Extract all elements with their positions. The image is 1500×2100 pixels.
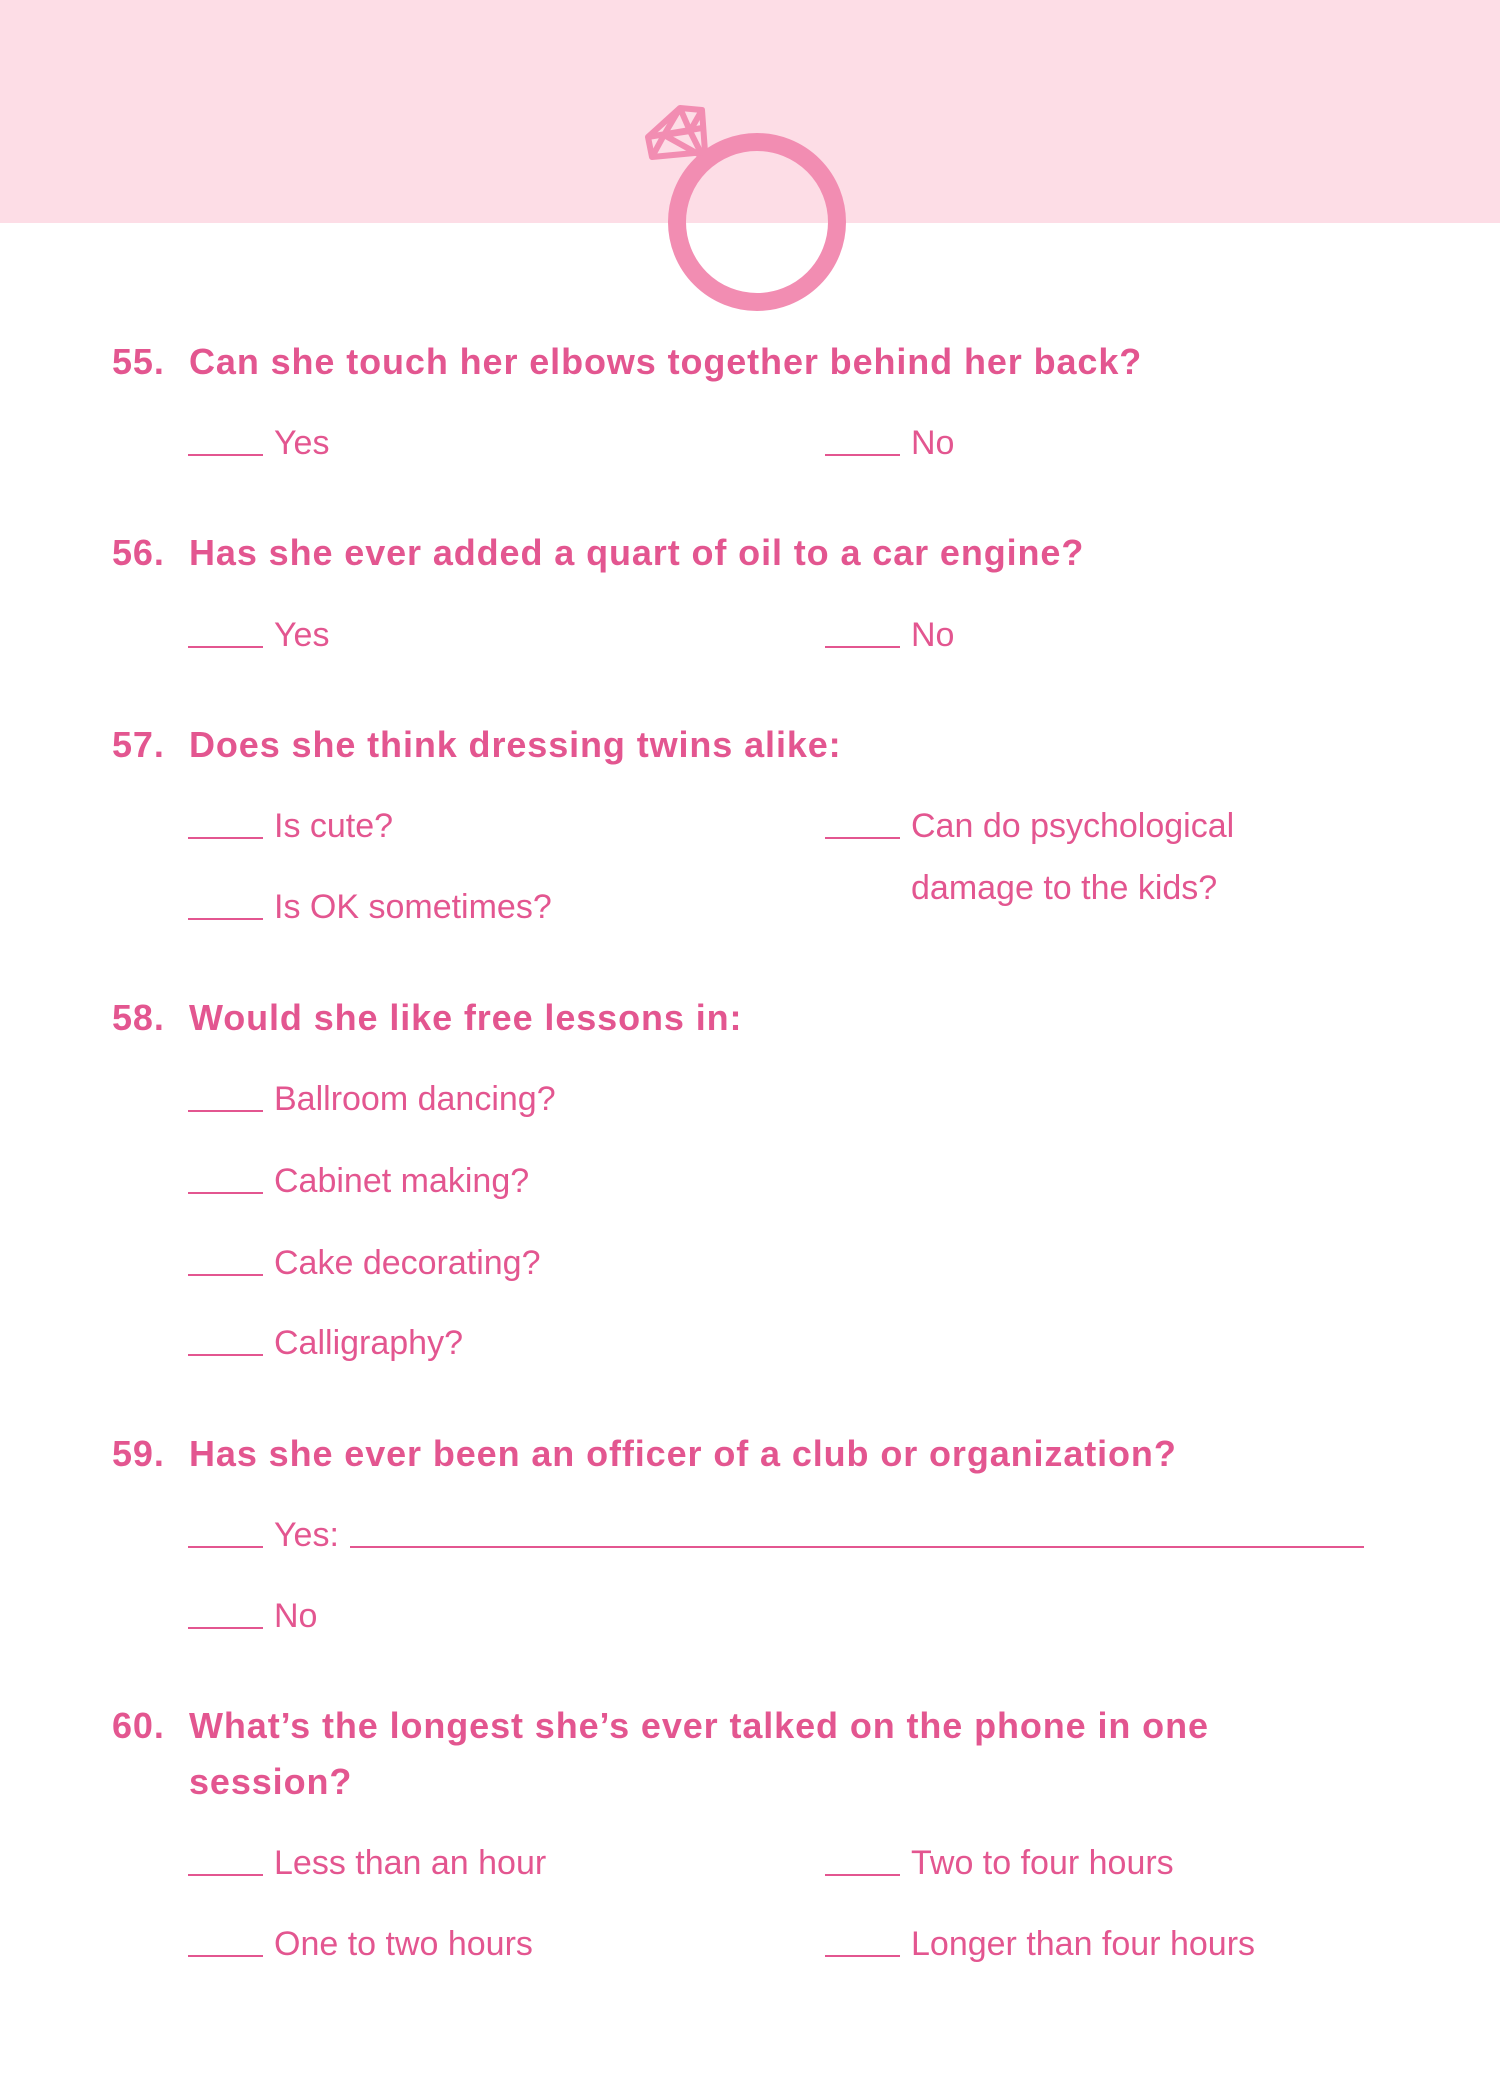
- option-label: Yes:: [274, 1516, 339, 1554]
- question-number: 55.: [112, 341, 165, 382]
- option-60-less-than-hour[interactable]: [188, 1841, 546, 1885]
- option-label: Two to four hours: [911, 1844, 1174, 1882]
- question-number: 59.: [112, 1433, 165, 1474]
- question-number: 57.: [112, 724, 165, 765]
- answer-blank[interactable]: [188, 1274, 263, 1276]
- answer-blank[interactable]: [188, 1955, 263, 1957]
- option-label: Is OK sometimes?: [274, 888, 552, 926]
- option-59-yes[interactable]: [188, 1513, 1364, 1557]
- question-60: [112, 1698, 1209, 1802]
- option-label: Yes: [274, 424, 330, 462]
- option-label: Cabinet making?: [274, 1162, 530, 1200]
- option-58-cabinet[interactable]: [188, 1159, 529, 1203]
- question-55: [112, 334, 1142, 390]
- answer-blank[interactable]: [188, 1192, 263, 1194]
- question-58: [112, 990, 742, 1046]
- option-label: No: [274, 1597, 318, 1635]
- answer-blank[interactable]: [825, 454, 900, 456]
- option-label: Yes: [274, 616, 330, 654]
- option-58-cake[interactable]: [188, 1241, 541, 1285]
- option-label: Cake decorating?: [274, 1244, 541, 1282]
- option-label: No: [911, 424, 955, 462]
- option-58-calligraphy[interactable]: [188, 1321, 463, 1365]
- option-60-two-to-four[interactable]: [825, 1841, 1174, 1885]
- answer-blank[interactable]: [825, 837, 900, 839]
- question-57: [112, 717, 842, 773]
- option-label: Longer than four hours: [911, 1925, 1256, 1963]
- answer-blank[interactable]: [188, 646, 263, 648]
- option-label: Less than an hour: [274, 1844, 547, 1882]
- option-57-psychological-damage[interactable]: [825, 804, 1235, 907]
- option-59-no[interactable]: [188, 1594, 317, 1638]
- answer-blank[interactable]: [188, 837, 263, 839]
- answer-blank[interactable]: [188, 1546, 263, 1548]
- answer-blank[interactable]: [188, 1874, 263, 1876]
- option-58-ballroom[interactable]: [188, 1077, 556, 1121]
- details-fill-in-line[interactable]: [350, 1546, 1364, 1548]
- question-text: Would she like free lessons in:: [189, 997, 743, 1038]
- answer-blank[interactable]: [188, 454, 263, 456]
- option-label: Ballroom dancing?: [274, 1080, 556, 1118]
- question-text: What’s the longest she’s ever talked on the phone in one: [189, 1705, 1209, 1746]
- question-59: [112, 1426, 1177, 1482]
- option-label: Is cute?: [274, 807, 394, 845]
- option-label-continued: damage to the kids?: [911, 869, 1218, 907]
- question-number: 58.: [112, 997, 165, 1038]
- answer-blank[interactable]: [825, 1955, 900, 1957]
- question-text-continued: session?: [189, 1761, 353, 1802]
- answer-blank[interactable]: [188, 1110, 263, 1112]
- option-label: One to two hours: [274, 1925, 533, 1963]
- option-56-yes[interactable]: [188, 613, 329, 657]
- question-number: 60.: [112, 1705, 165, 1746]
- option-label: Can do psychological: [911, 807, 1235, 845]
- answer-blank[interactable]: [188, 1627, 263, 1629]
- question-text: Does she think dressing twins alike:: [189, 724, 842, 765]
- option-label: Calligraphy?: [274, 1324, 463, 1362]
- option-60-one-to-two[interactable]: [188, 1922, 533, 1966]
- question-text: Can she touch her elbows together behind her back?: [189, 341, 1143, 382]
- question-text: Has she ever been an officer of a club or organization?: [189, 1433, 1177, 1474]
- engagement-ring-icon: [640, 100, 860, 320]
- question-56: [112, 525, 1084, 581]
- option-60-longer-than-four[interactable]: [825, 1922, 1255, 1966]
- answer-blank[interactable]: [188, 918, 263, 920]
- question-text: Has she ever added a quart of oil to a car engine?: [189, 532, 1085, 573]
- option-56-no[interactable]: [825, 613, 954, 657]
- option-55-yes[interactable]: [188, 421, 329, 465]
- answer-blank[interactable]: [825, 646, 900, 648]
- option-57-ok-sometimes[interactable]: [188, 885, 552, 929]
- answer-blank[interactable]: [825, 1874, 900, 1876]
- option-55-no[interactable]: [825, 421, 954, 465]
- option-label: No: [911, 616, 955, 654]
- question-number: 56.: [112, 532, 165, 573]
- answer-blank[interactable]: [188, 1354, 263, 1356]
- option-57-cute[interactable]: [188, 804, 393, 848]
